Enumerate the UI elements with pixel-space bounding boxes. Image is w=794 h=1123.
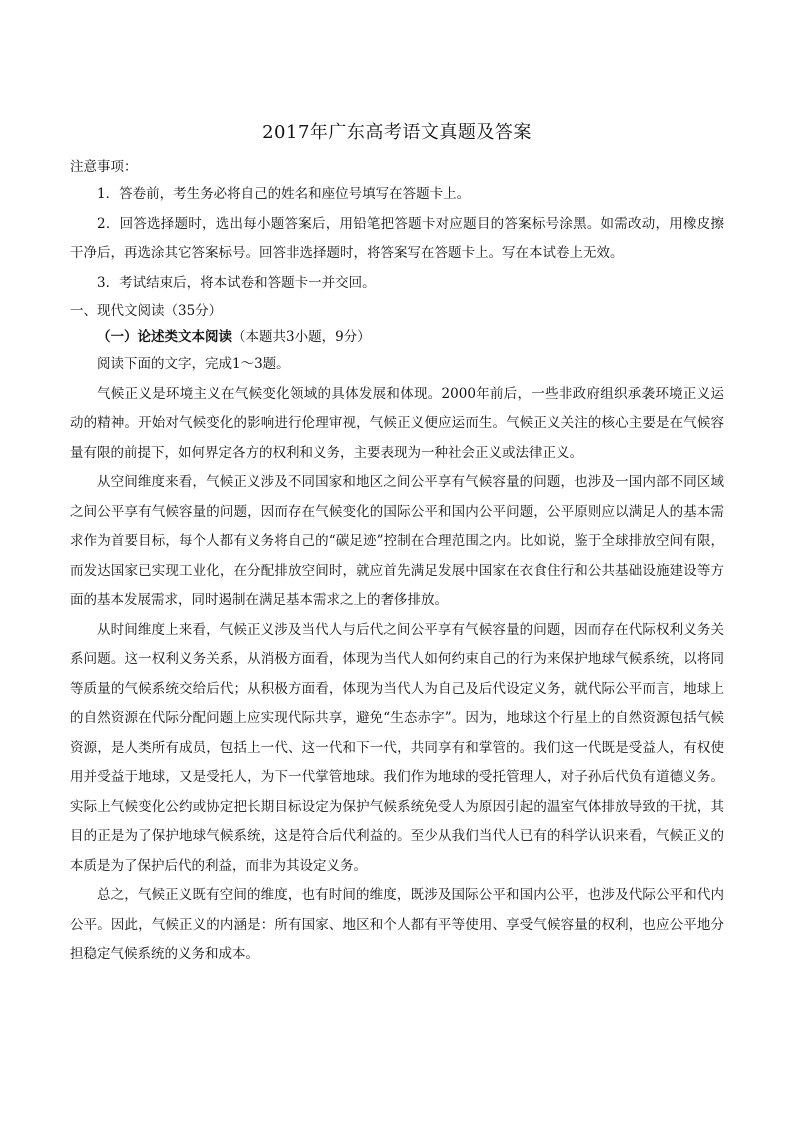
page-title: 2017年广东高考语文真题及答案 xyxy=(262,122,532,143)
notice-item: 1．答卷前，考生务必将自己的姓名和座位号填写在答题卡上。 xyxy=(97,186,471,202)
notice-item: 3．考试结束后，将本试卷和答题卡一并交回。 xyxy=(97,274,376,291)
subsection-heading xyxy=(70,324,724,350)
notice-item: 2．回答选择题时，选出每小题答案后，用铅笔把答题卡对应题目的答案标号涂黑。如需改动，用橡皮擦干净后，再选涂其它答案标号。回答非选择题时，将答案写在答题卡上。写在本试卷上无效。 xyxy=(70,215,724,261)
passage-paragraph: 从空间维度来看，气候正义涉及不同国家和地区之间公平享有气候容量的问题，也涉及一国内部不同区域之间公平享有气候容量的问题，因而存在气候变化的国际公平和国内公平问题，公平原则应以满足人的基本需求作为首要目标，每个人都有义务将自己的“碳足迹”控制在合理范围之内。比如说，鉴于全球排放空间有限，而发达国家已实现工业化，在分配排放空间时，就应首先满足发展中国家在衣食住行和公共基础设施建设等方面的基本发展需求，同时遏制在满足基本需求之上的奢侈排放。 xyxy=(70,474,724,608)
section-heading: 一、现代文阅读（35分） xyxy=(70,303,223,319)
passage-paragraph: 总之，气候正义既有空间的维度，也有时间的维度，既涉及国际公平和国内公平，也涉及代际公平和代内公平。因此，气候正义的内涵是：所有国家、地区和个人都有平等使用、享受气候容量的权利，也应公平地分担稳定气候系统的义务和成本。 xyxy=(70,887,724,962)
subsection-note: （本题共3小题，9分） xyxy=(232,329,371,345)
passage-paragraph: 从时间维度上来看，气候正义涉及当代人与后代之间公平享有气候容量的问题，因而存在代际权利义务关系问题。这一权利义务关系，从消极方面看，体现为当代人如何约束自己的行为来保护地球气候系统，以将同等质量的气候系统交给后代；从积极方面看，体现为当代人为自己及后代设定义务，就代际公平而言，地球上的自然资源在代际分配问题上应实现代际共享，避免“生态赤字”。因为，地球这个行星上的自然资源包括气候资源，是人类所有成员，包括上一代、这一代和下一代，共同享有和掌管的。我们这一代既是受益人，有权使用并受益于地球，又是受托人，为下一代掌管地球。我们作为地球的受托管理人，对子孙后代负有道德义务。实际上气候变化公约或协定把长期目标设定为保护气候系统免受人为原因引起的温室气体排放导致的干扰，其目的正是为了保护地球气候系统，这是符合后代利益的。至少从我们当代人已有的科学认识来看，气候正义的本质是为了保护后代的利益，而非为其设定义务。 xyxy=(70,621,724,874)
passage-paragraph: 气候正义是环境主义在气候变化领域的具体发展和体现。2000年前后，一些非政府组织承袭环境正义运动的精神。开始对气候变化的影响进行伦理审视，气候正义便应运而生。气候正义关注的核心主要是在气候容量有限的前提下，如何界定各方的权利和义务，主要表现为一种社会正义或法律正义。 xyxy=(70,385,724,461)
notice-heading: 注意事项： xyxy=(70,159,138,175)
subsection-title: （一）论述类文本阅读 xyxy=(97,329,232,345)
reading-instruction: 阅读下面的文字，完成1～3题。 xyxy=(97,356,290,372)
